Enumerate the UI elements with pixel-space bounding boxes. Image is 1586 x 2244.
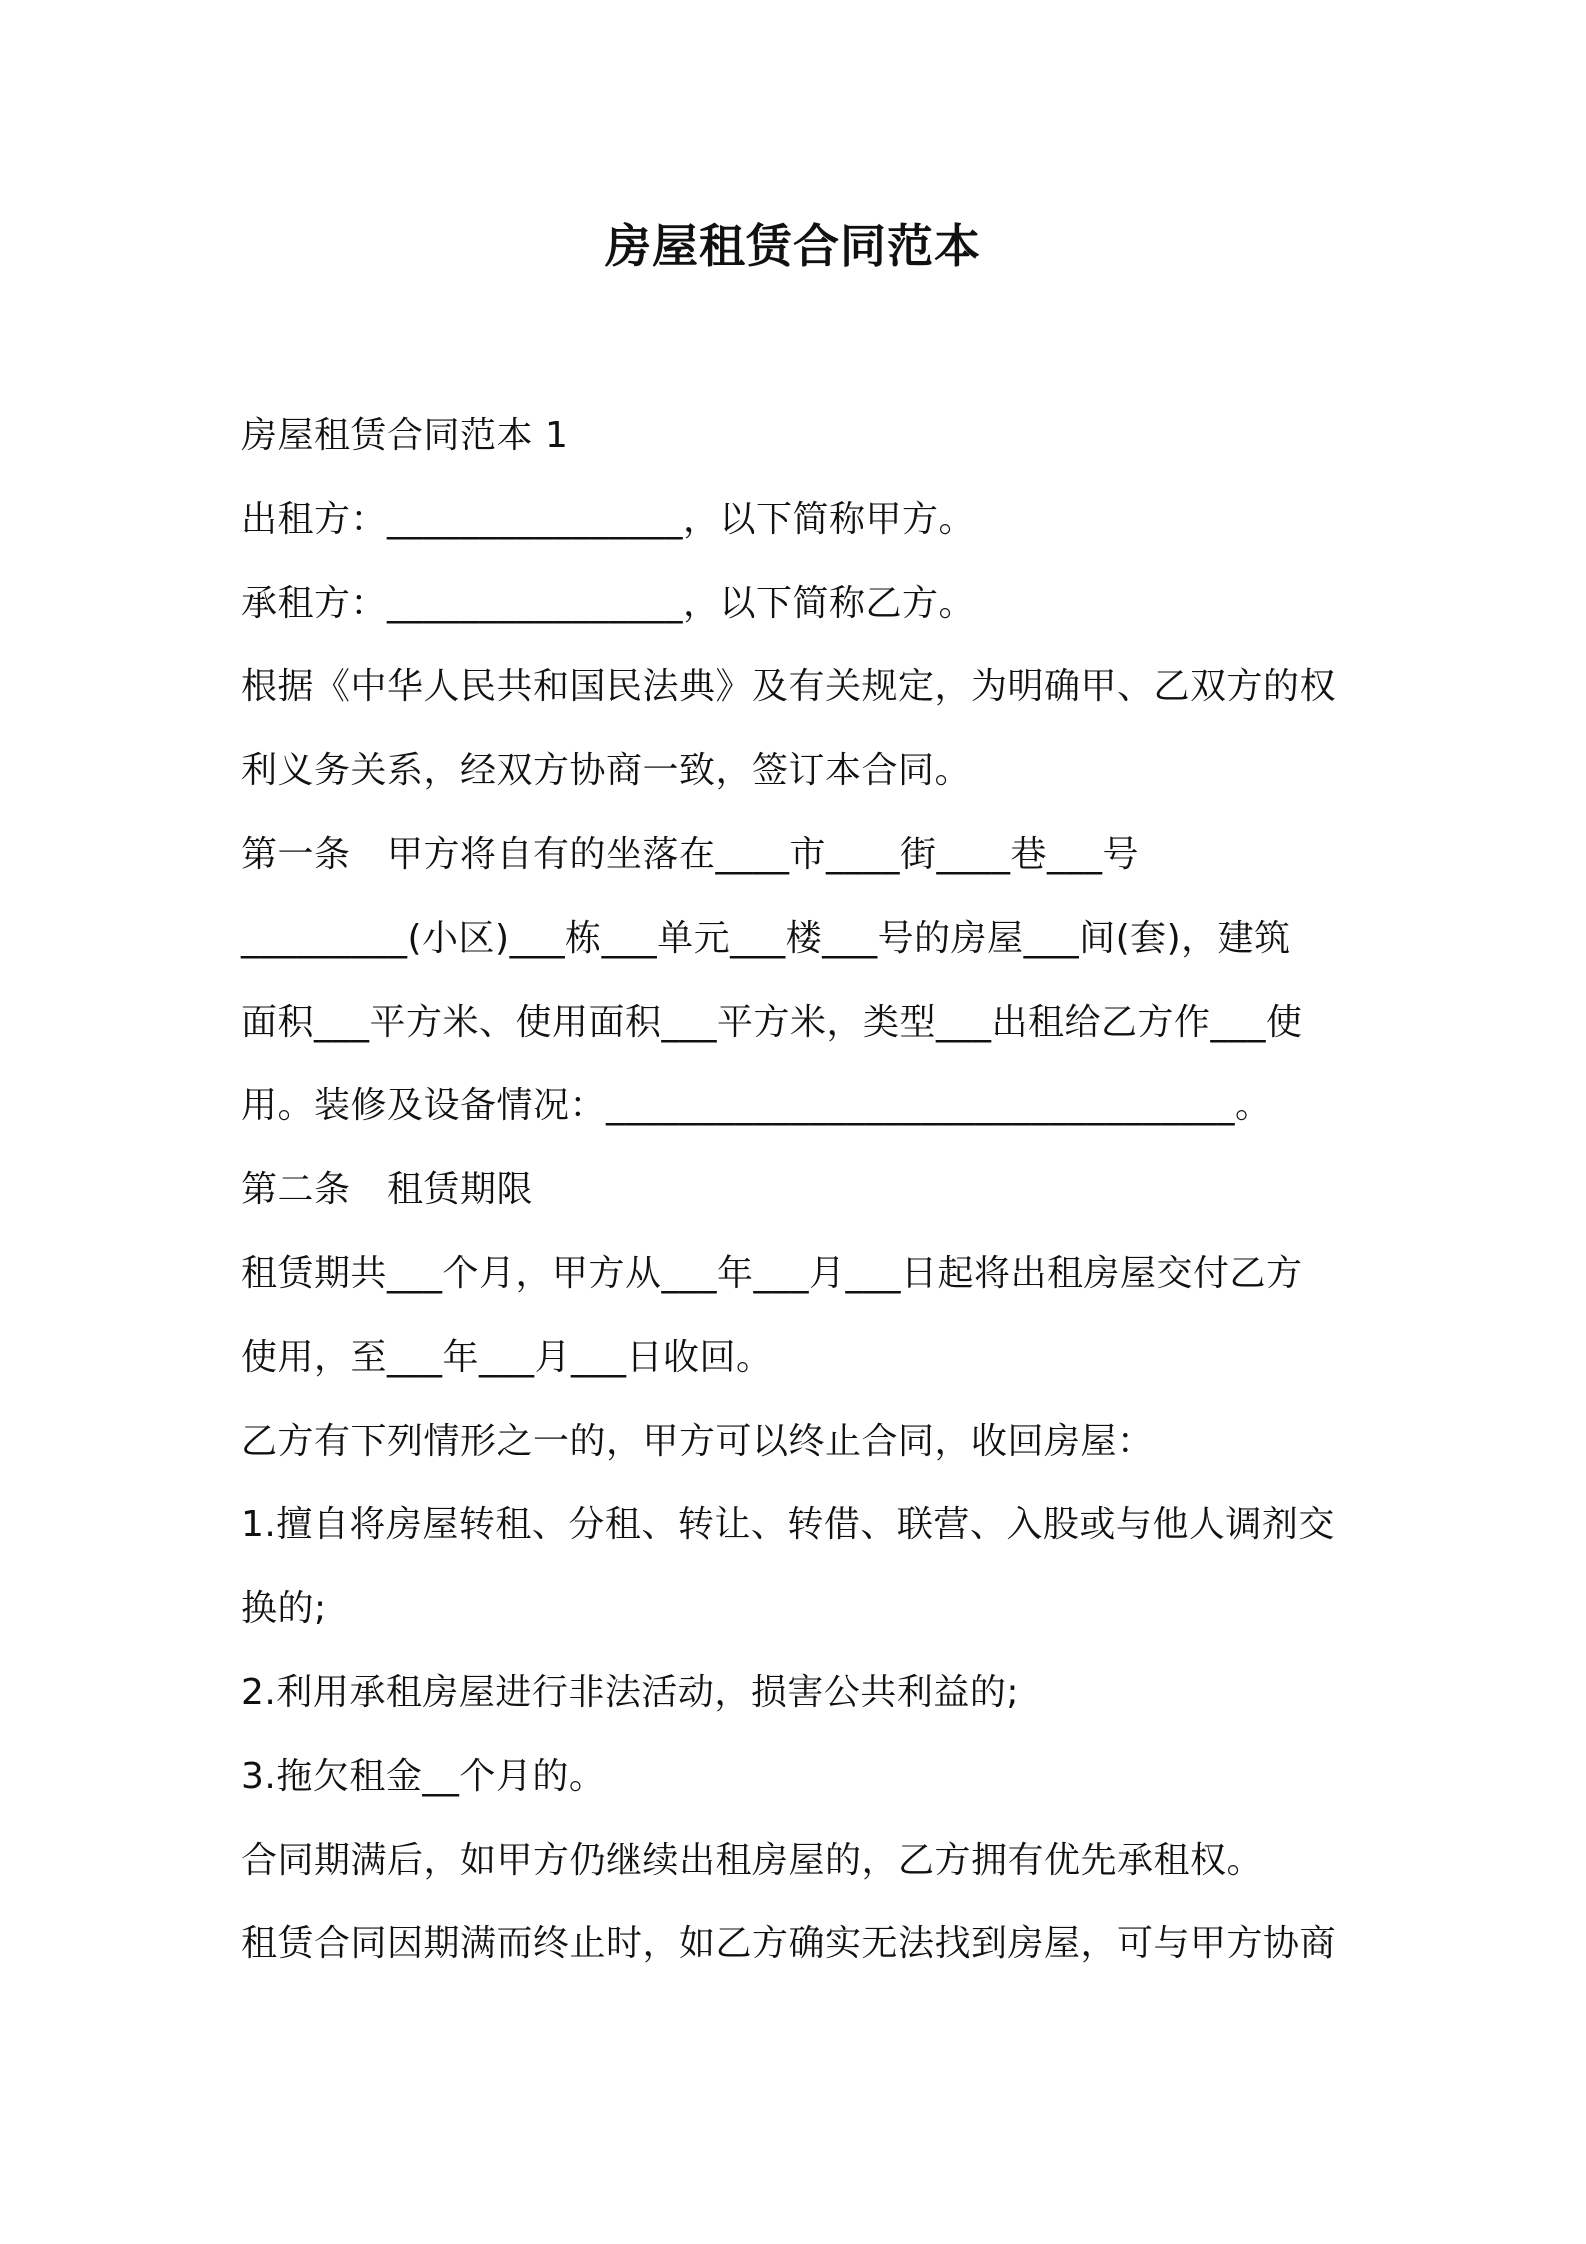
paragraph-line: 乙方有下列情形之一的，甲方可以终止合同，收回房屋： [241, 1420, 1154, 1462]
article-1-line: 面积___平方米、使用面积___平方米，类型___出租给乙方作___使 [241, 1001, 1303, 1043]
paragraph-line: 租赁合同因期满而终止时，如乙方确实无法找到房屋，可与甲方协商 [241, 1923, 1337, 1965]
paragraph-line: 利义务关系，经双方协商一致，签订本合同。 [241, 750, 972, 792]
article-2-heading: 第二条 租赁期限 [241, 1169, 534, 1211]
document-title: 房屋租赁合同范本 [605, 219, 981, 273]
lessor-line: 出租方：________________，以下简称甲方。 [241, 498, 976, 540]
paragraph-line: 合同期满后，如甲方仍继续出租房屋的，乙方拥有优先承租权。 [241, 1839, 1264, 1881]
section-heading: 房屋租赁合同范本 1 [241, 415, 569, 456]
list-item-line: 3.拖欠租金__个月的。 [241, 1755, 606, 1797]
list-item-line: 2.利用承租房屋进行非法活动，损害公共利益的; [241, 1671, 1019, 1713]
article-1-line: 第一条 甲方将自有的坐落在____市____街____巷___号 [241, 833, 1140, 875]
article-2-line: 租赁期共___个月，甲方从___年___月___日起将出租房屋交付乙方 [241, 1252, 1303, 1294]
document-body [241, 408, 1361, 2000]
paragraph-line: 根据《中华人民共和国民法典》及有关规定，为明确甲、乙双方的权 [241, 666, 1337, 708]
lessee-line: 承租方：________________，以下简称乙方。 [241, 582, 976, 624]
list-item-line: 1.擅自将房屋转租、分租、转让、转借、联营、入股或与他人调剂交 [241, 1504, 1335, 1546]
article-1-line: _________(小区)___栋___单元___楼___号的房屋___间(套)，建筑 [241, 917, 1291, 959]
article-1-line: 用。装修及设备情况：__________________________________。 [241, 1085, 1272, 1127]
list-item-line: 换的; [241, 1588, 327, 1630]
article-2-line: 使用，至___年___月___日收回。 [241, 1336, 773, 1378]
